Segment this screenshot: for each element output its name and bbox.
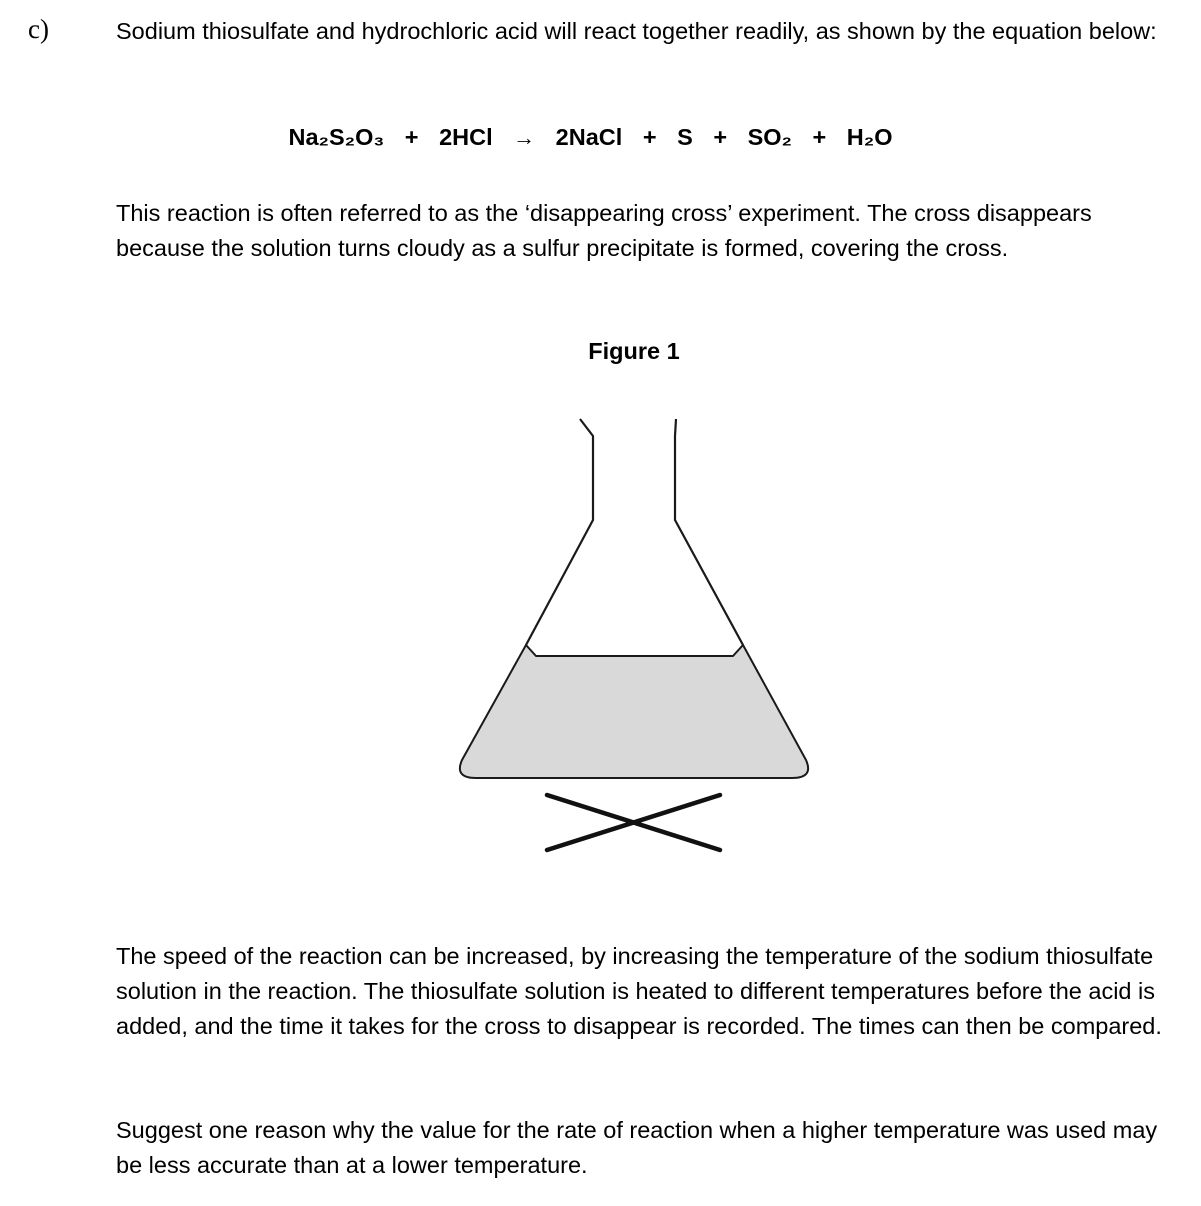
product-sulfur-dioxide: SO₂ (747, 124, 792, 150)
product-water: H₂O (846, 124, 893, 150)
method-text: The speed of the reaction can be increased, by increasing the temperature of the sodium thiosulfate solution in the reaction. The thiosulfate solution is heated to different temperatures before the acid is added, and the time it takes for the cross to disappear is recorded. The times can then be compared. (116, 943, 1162, 1039)
flask-outline (526, 419, 743, 645)
reactant-sodium-thiosulfate: Na₂S₂O₃ (288, 124, 385, 150)
flask-figure (440, 405, 830, 865)
reactant-hydrochloric-acid: 2HCl (439, 124, 493, 150)
conical-flask-icon (460, 419, 808, 778)
plus-sign: + (713, 124, 728, 150)
intro-text: Sodium thiosulfate and hydrochloric acid will react together readily, as shown by the equation below: (116, 18, 1157, 44)
figure-title: Figure 1 (588, 338, 680, 364)
plus-sign: + (404, 124, 419, 150)
flask-liquid (460, 645, 808, 778)
question-label: c) (28, 14, 49, 44)
cross-mark-icon (547, 795, 720, 850)
chemical-equation (0, 124, 1181, 151)
product-sulfur: S (677, 124, 693, 150)
question-prompt: Suggest one reason why the value for the rate of reaction when a higher temperature was used may be less accurate than at a lower temperature. (116, 1117, 1158, 1178)
reaction-arrow: → (513, 125, 536, 150)
description-text: This reaction is often referred to as the ‘disappearing cross’ experiment. The cross disappears because the solution turns cloudy as a sulfur precipitate is formed, covering the cross. (116, 200, 1092, 261)
plus-sign: + (812, 124, 827, 150)
product-sodium-chloride: 2NaCl (555, 124, 623, 150)
plus-sign: + (642, 124, 657, 150)
